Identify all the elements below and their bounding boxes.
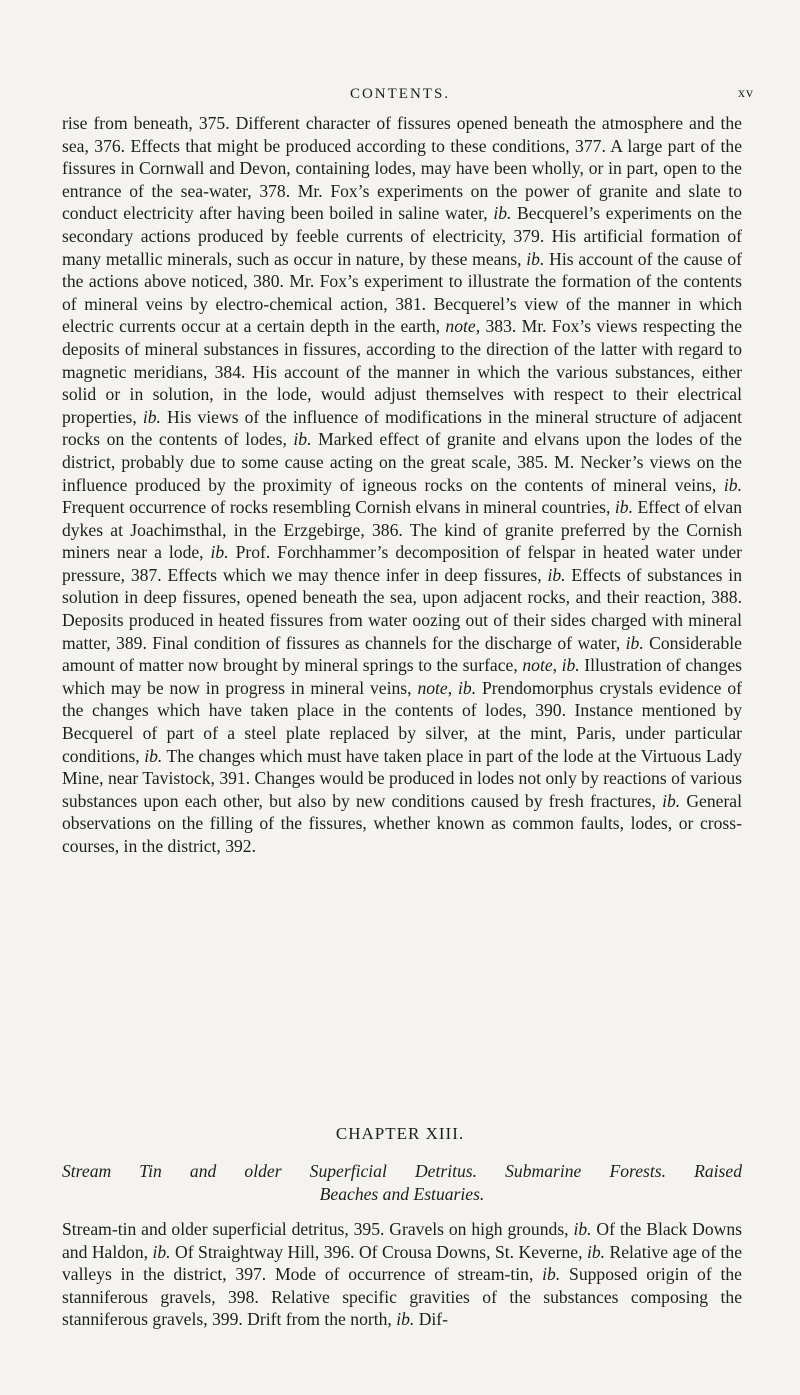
chapter-contents-ref: ib. <box>152 1241 171 1262</box>
contents-text: The changes which must have taken place in part of the lode at the Virtuous Lady Mine, near Tavistock, 391. Changes would be produced in lodes not only by reactions of various substances upon each other, but also by new conditions caused by fresh fractures, <box>62 745 743 811</box>
contents-text: rise from beneath, 375. Different character of fissures opened beneath the atmosphere and the sea, 376. Effects that might be produced according to these conditions, 377. A large part of the fissures in Cornwall and Devon, containing lodes, may have been wholly, or in part, open to the entrance of the sea-water, 378. Mr. Fox’s experiments on the power of granite and slate to conduct electricity after having been boiled in saline water, <box>62 113 742 224</box>
contents-ref: ib. <box>210 542 229 563</box>
chapter-contents-text: Stream-tin and older superficial detritus, 395. Gravels on high grounds, <box>62 1219 574 1239</box>
contents-ref: ib. <box>144 745 163 766</box>
contents-ref: note <box>522 655 553 676</box>
contents-ref: ib. <box>458 677 477 698</box>
chapter-contents-ref: ib. <box>573 1219 592 1239</box>
contents-text: Frequent occurrence of rocks resembling Cornish elvans in mineral countries, <box>62 497 615 518</box>
chapter-contents-text: Of Straightway Hill, 396. Of Crousa Downs, St. Keverne, <box>170 1241 587 1262</box>
contents-ref: note <box>445 316 476 337</box>
contents-text: Effect of elvan dykes at Joachimsthal, in the Erzgebirge, 386. The kind of granite preferred by the Cornish miners near a lode, <box>62 497 742 563</box>
contents-ref: ib. <box>547 564 566 585</box>
contents-text: , 383. Mr. Fox’s views respecting the deposits of mineral substances in fissures, according to the direction of the latter with regard to magnetic meridians, 384. His account of the manner in which the various substances, either solid or in solution, in the lode, would adjust themselves with respect to their electrical properties, <box>62 316 742 427</box>
contents-ref: ib. <box>662 790 681 811</box>
chapter-contents-paragraph <box>62 1218 742 1331</box>
page-number: xv <box>738 86 754 101</box>
contents-ref: ib. <box>625 632 644 653</box>
chapter-subtitle-line-1: Stream Tin and older Superficial Detritus. Submarine Forests. Raised <box>62 1161 742 1181</box>
contents-ref: ib. <box>561 655 580 676</box>
contents-ref: ib. <box>493 203 512 224</box>
chapter-contents-ref: ib. <box>586 1241 606 1262</box>
contents-text: Becquerel’s experiments on the secondary actions produced by feeble currents of electricity, 379. His artificial formation of many metallic minerals, such as occur in nature, by these means, <box>62 203 742 269</box>
contents-text: , <box>447 677 459 698</box>
chapter-contents-text: Supposed origin of the stanniferous gravels, 398. Relative specific gravities of the substances composing the stanniferous gravels, 399. Drift from the north, <box>62 1264 742 1330</box>
contents-text: Effects of substances in solution in deep fissures, opened beneath the sea, upon adjacent rocks, and their reaction, 388. Deposits produced in heated fissures from water oozing out of their sides charged with mineral matter, 389. Final condition of fissures as channels for the discharge of water, <box>62 564 742 653</box>
chapter-subtitle-line-2: Beaches and Estuaries. <box>319 1184 485 1204</box>
chapter-contents-text: Relative age of the valleys in the district, 397. Mode of occurrence of stream-tin, <box>62 1241 743 1285</box>
contents-ref: ib. <box>293 429 312 450</box>
chapter-contents-ref: ib. <box>396 1309 415 1330</box>
contents-text: His account of the cause of the actions above noticed, 380. Mr. Fox’s experiment to illustrate the formation of the contents of mineral veins by electro-chemical action, 381. Becquerel’s view of the manner in which electric currents occur at a certain depth in the earth, <box>62 248 742 337</box>
chapter-heading: CHAPTER XIII. <box>335 1124 465 1143</box>
contents-text: Marked effect of granite and elvans upon the lodes of the district, probably due to some cause acting on the great scale, 385. M. Necker’s views on the influence produced by the proximity of igneous rocks on the contents of mineral veins, <box>62 429 742 495</box>
contents-text: Considerable amount of matter now brought by mineral springs to the surface, <box>62 632 742 676</box>
contents-ref: ib. <box>723 474 742 495</box>
contents-text: Illustration of changes which may be now in progress in mineral veins, <box>62 655 742 698</box>
chapter-contents-text: Of the Black Downs and Haldon, <box>62 1219 742 1262</box>
contents-text: General observations on the filling of the fissures, whether known as common faults, lodes, or cross-courses, in the district, 392. <box>62 790 743 856</box>
running-head: CONTENTS. <box>349 86 451 102</box>
chapter-contents-ref: ib. <box>542 1264 561 1285</box>
chapter-contents-text: Dif- <box>414 1309 449 1330</box>
contents-text: Prof. Forchhammer’s decomposition of felspar in heated water under pressure, 387. Effects which we may thence infer in deep fissures, <box>62 542 742 585</box>
contents-ref: ib. <box>614 497 633 518</box>
contents-ref: ib. <box>142 406 161 427</box>
contents-text: , <box>552 655 562 676</box>
contents-text: His views of the influence of modifications in the mineral structure of adjacent rocks on the contents of lodes, <box>62 406 742 450</box>
contents-paragraph <box>62 112 742 858</box>
contents-ref: note <box>417 677 448 698</box>
contents-ref: ib. <box>526 248 545 269</box>
contents-text: Prendomorphus crystals evidence of the changes which have taken place in the contents of lodes, 390. Instance mentioned by Becquerel of part of a steel plate replaced by silver, at the mint, Paris, under particular conditions, <box>62 677 743 766</box>
chapter-subtitle <box>62 1160 742 1206</box>
